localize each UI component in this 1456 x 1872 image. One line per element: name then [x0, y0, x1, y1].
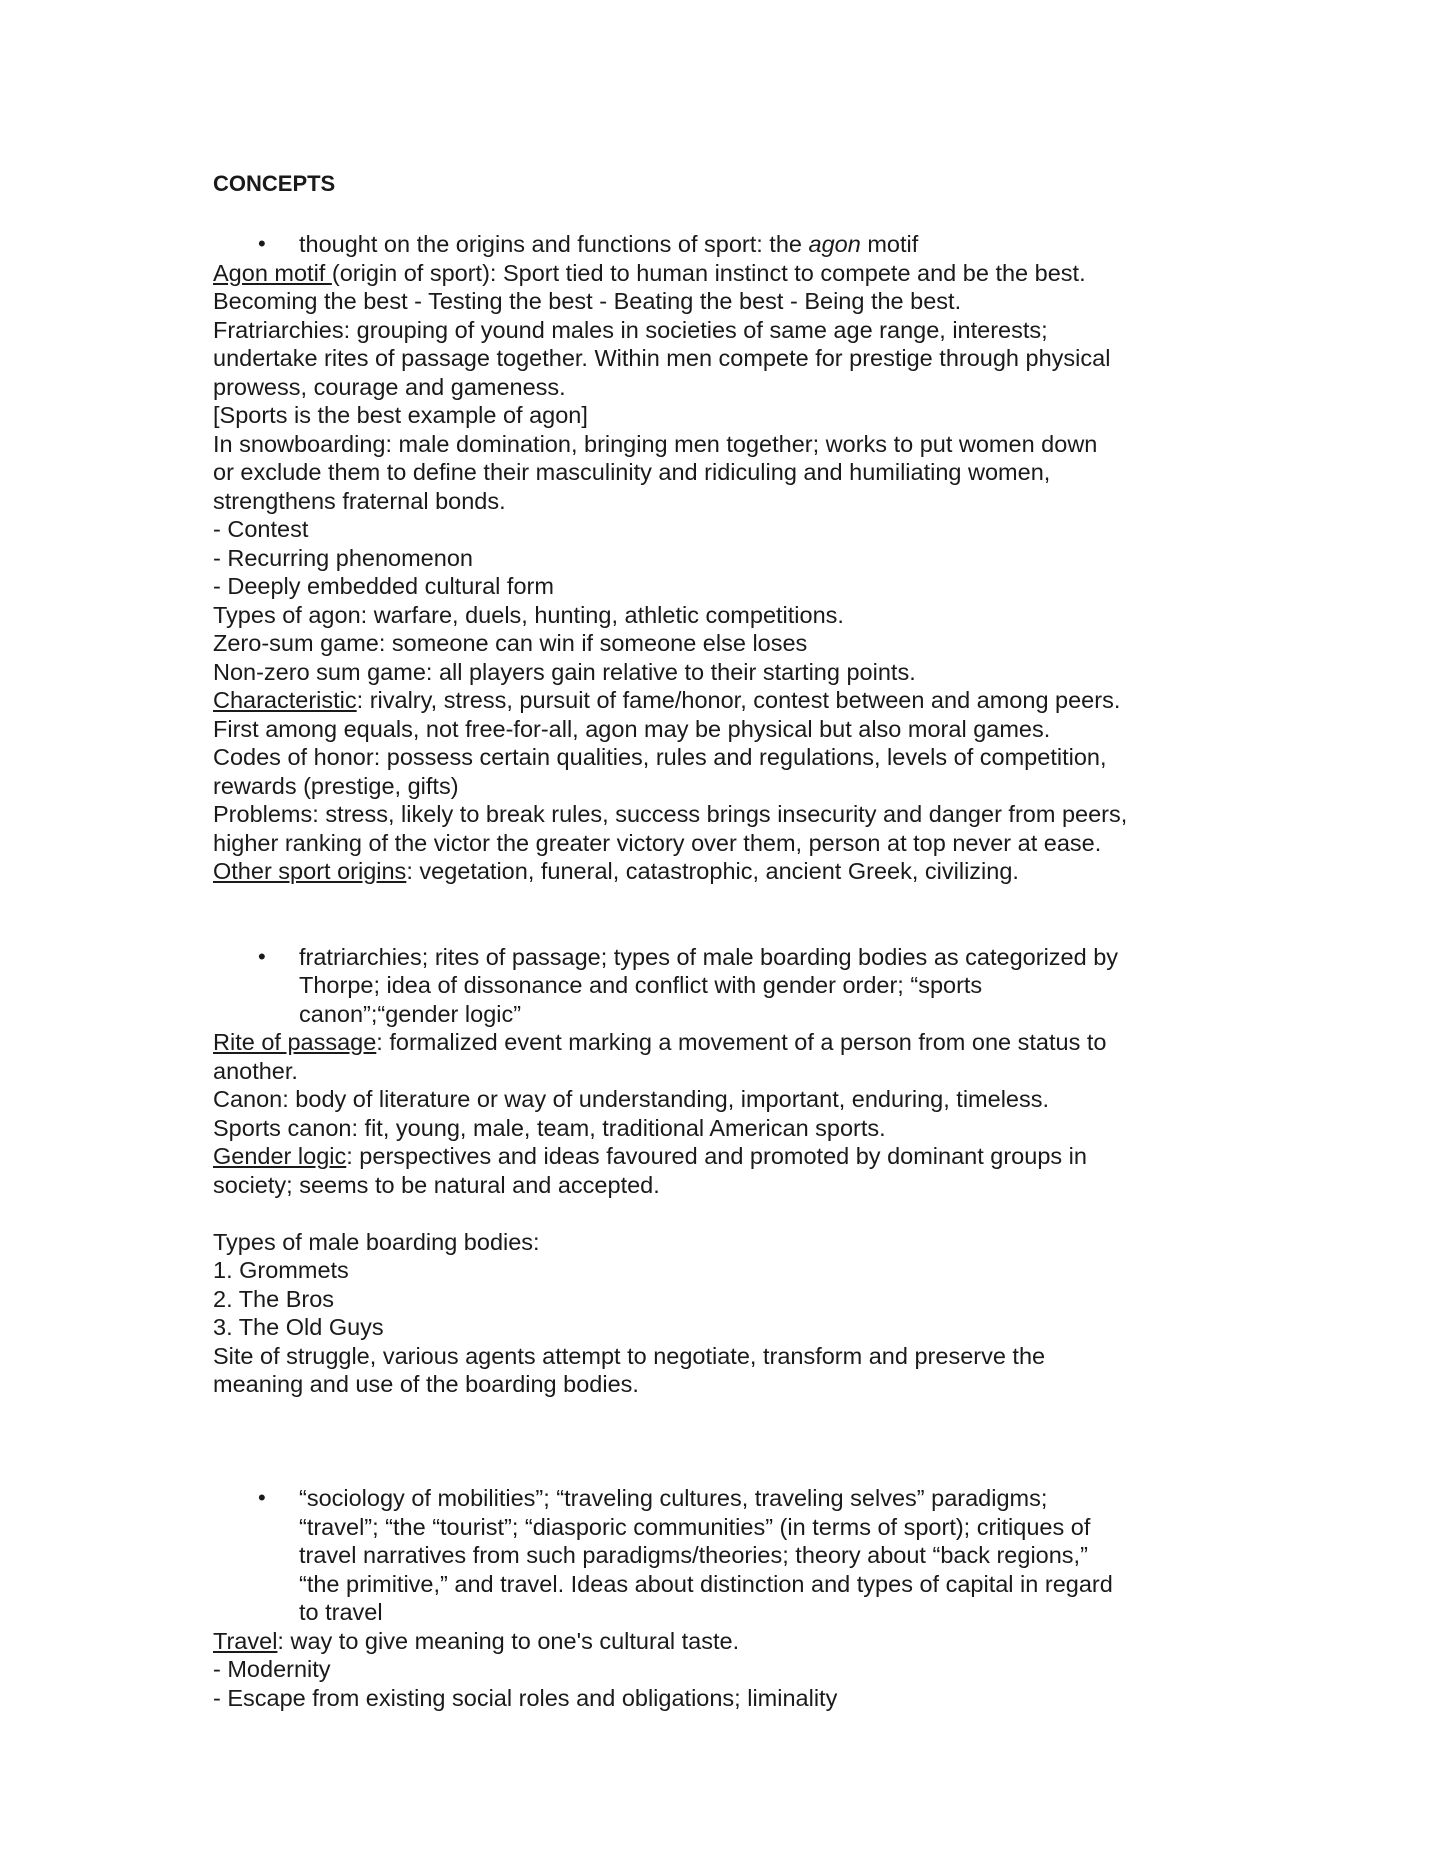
bullet-icon: • [258, 231, 266, 256]
document-page [213, 166, 1253, 1712]
text-line: - Recurring phenomenon [213, 544, 473, 571]
list-item: 2. The Bros [213, 1285, 335, 1312]
term-label: Rite of passage [213, 1029, 377, 1055]
text-line: [Sports is the best example of agon] [213, 402, 588, 428]
term-label: Other sport origins [213, 858, 407, 884]
text-line: Agon motif (origin of sport): Sport tied to human instinct to compete and be the best. [213, 259, 1086, 286]
bullet-item-fratriarchies [213, 943, 1253, 1029]
text-line: Travel: way to give meaning to one's cultural taste. [213, 1627, 740, 1654]
bullet-text: thought on the origins and functions of sport: the [299, 231, 809, 257]
text-line: prowess, courage and gameness. [213, 373, 566, 400]
page-title: CONCEPTS [213, 171, 336, 196]
text-line: Becoming the best - Testing the best - Beating the best - Being the best. [213, 288, 962, 314]
text-line: Problems: stress, likely to break rules, success brings insecurity and danger from peers, [213, 801, 1128, 827]
bullet-text: “the primitive,” and travel. Ideas about distinction and types of capital in regard [299, 1570, 1113, 1597]
bullet-item-mobilities [213, 1484, 1253, 1627]
bullet-icon: • [258, 1485, 266, 1510]
term-label: Characteristic [213, 687, 357, 713]
text-line: Other sport origins: vegetation, funeral, catastrophic, ancient Greek, civilizing. [213, 858, 1019, 884]
text-line: Rite of passage: formalized event marking a movement of a person from one status to [213, 1029, 1107, 1055]
text-line: society; seems to be natural and accepted. [213, 1171, 660, 1198]
text-line: undertake rites of passage together. Within men compete for prestige through physical [213, 345, 1111, 371]
bullet-text: to travel [299, 1599, 383, 1625]
text-line: higher ranking of the victor the greater victory over them, person at top never at ease. [213, 829, 1102, 856]
bullet-text: canon”;“gender logic” [299, 1000, 522, 1027]
list-item: 1. Grommets [213, 1257, 349, 1283]
text-line: Codes of honor: possess certain qualities, rules and regulations, levels of competition, [213, 744, 1107, 770]
bullet-icon: • [258, 943, 266, 969]
text-line: rewards (prestige, gifts) [213, 772, 459, 799]
bullet-text-italic: agon [808, 231, 861, 257]
text-line: another. [213, 1057, 298, 1084]
bullet-text: “travel”; “the “tourist”; “diasporic communities” (in terms of sport); critiques of [299, 1513, 1091, 1540]
text-line: Sports canon: fit, young, male, team, traditional American sports. [213, 1114, 886, 1141]
bullet-text: motif [860, 231, 919, 257]
text-line: - Contest [213, 516, 309, 542]
text-line: First among equals, not free-for-all, agon may be physical but also moral games. [213, 715, 1051, 742]
text-line: Fratriarchies: grouping of yound males in societies of same age range, interests; [213, 316, 1048, 343]
bullet-item-agon [213, 230, 1253, 259]
text-line: strengthens fraternal bonds. [213, 487, 506, 514]
bullet-text: “sociology of mobilities”; “traveling cultures, traveling selves” paradigms; [299, 1485, 1048, 1511]
text-line: Gender logic: perspectives and ideas favoured and promoted by dominant groups in [213, 1143, 1087, 1169]
text-line: Types of male boarding bodies: [213, 1228, 540, 1255]
text-line: Characteristic: rivalry, stress, pursuit of fame/honor, contest between and among peers. [213, 687, 1121, 713]
bullet-text: fratriarchies; rites of passage; types of male boarding bodies as categorized by [299, 943, 1119, 970]
text-line: Site of struggle, various agents attempt to negotiate, transform and preserve the [213, 1342, 1046, 1369]
term-label: Agon motif [213, 259, 332, 286]
text-line: meaning and use of the boarding bodies. [213, 1371, 639, 1397]
term-label: Gender logic [213, 1143, 347, 1169]
text-line: - Escape from existing social roles and obligations; liminality [213, 1684, 838, 1711]
term-label: Travel [213, 1627, 278, 1654]
list-item: 3. The Old Guys [213, 1314, 384, 1340]
text-line: - Modernity [213, 1656, 331, 1682]
text-line: Types of agon: warfare, duels, hunting, athletic competitions. [213, 601, 844, 628]
text-line: In snowboarding: male domination, bringing men together; works to put women down [213, 430, 1098, 457]
text-line: or exclude them to define their masculinity and ridiculing and humiliating women, [213, 459, 1051, 485]
text-line: - Deeply embedded cultural form [213, 573, 554, 599]
text-line: Zero-sum game: someone can win if someone else loses [213, 630, 808, 656]
text-line: Non-zero sum game: all players gain relative to their starting points. [213, 658, 916, 685]
bullet-text: Thorpe; idea of dissonance and conflict with gender order; “sports [299, 972, 983, 998]
bullet-text: travel narratives from such paradigms/theories; theory about “back regions,” [299, 1542, 1088, 1568]
text-line: Canon: body of literature or way of understanding, important, enduring, timeless. [213, 1086, 1050, 1112]
